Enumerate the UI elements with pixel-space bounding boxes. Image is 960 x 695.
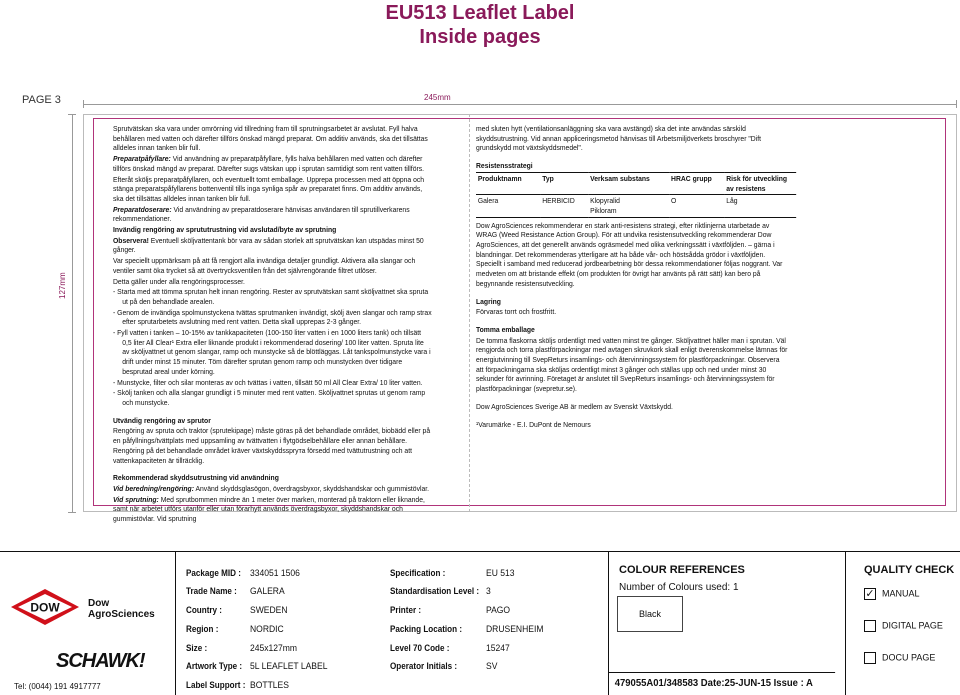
- meta-value: 5L LEAFLET LABEL: [250, 661, 328, 671]
- resistance-heading: Resistensstrategi: [476, 161, 533, 171]
- meta-value: BOTTLES: [250, 680, 289, 690]
- section-heading: Utvändig rengöring av sprutor: [113, 415, 211, 425]
- paragraph: [113, 236, 432, 255]
- meta-value: EU 513: [486, 568, 515, 578]
- logo-column: [0, 552, 176, 695]
- height-tick-bottom: [68, 512, 76, 513]
- paragraph: [113, 205, 432, 224]
- paragraph-text: Vid användning av preparatdoserare hänvisas användaren till sprutillverkarens rekommendationer.: [113, 204, 410, 224]
- meta-value: PAGO: [486, 605, 511, 615]
- spacer: [113, 466, 432, 473]
- artwork-info-box: [0, 551, 960, 695]
- meta-value: 245x127mm: [250, 643, 298, 653]
- meta-field: [186, 586, 285, 600]
- meta-field: [390, 568, 515, 582]
- colour-references: [608, 552, 846, 695]
- qc-item-docu-page[interactable]: [864, 652, 935, 664]
- spacer: [476, 318, 789, 325]
- storage-heading: Lagring: [476, 296, 501, 306]
- meta-key: Standardisation Level :: [390, 586, 480, 596]
- meta-key: Artwork Type :: [186, 661, 243, 671]
- spacer: [476, 395, 789, 402]
- width-dimension-line: [83, 104, 957, 105]
- paragraph-text: Vid användning av preparatpåfyllare, fylls halva behållaren med vatten och därefter tillförs önskad mängd av preparat. Därefter sugs vätskan upp i sprutan samtidigt som rent vatten tillförs.: [113, 154, 425, 173]
- section-heading: Invändig rengöring av sprututrustning vid avslutad/byte av sprutning: [113, 225, 337, 235]
- lead-in-label: Vid sprutning:: [113, 494, 159, 504]
- list-item: - Munstycke, filter och silar monteras av och tvättas i vatten, tillsätt 50 ml All Clear Extra/ 10 liter vatten.: [113, 377, 423, 387]
- meta-key: Country :: [186, 605, 222, 615]
- meta-field: [186, 680, 289, 694]
- paragraph: Detta gäller under alla rengöringsprocesser.: [113, 276, 245, 286]
- telephone: Tel: (0044) 191 4917777: [14, 682, 101, 691]
- title-line-1: EU513 Leaflet Label: [385, 2, 575, 24]
- height-dimension-line: [72, 114, 73, 512]
- meta-key: Level 70 Code :: [390, 643, 450, 653]
- meta-value: 3: [486, 586, 491, 596]
- right-intro-text: med sluten hytt (ventilationsanläggning ska vara avstängd) ska det inte användas särskild skyddsutrustning. Vid annan appliceringsmetod hänvisas till Arbetsmiljöverkets broschyrer "Dift grundskydd mot växtskyddsmedel".: [476, 124, 761, 153]
- list-item: - Fyll vatten i tanken – 10-15% av tankkapaciteten (100-150 liter vatten i en 1000 liters tank) och tillsätt 0,5 liter All Clear¹ Extra eller liknande produkt i rekommenderad dosering/ 100 liter vatten. Spruta lite av sköljvattnet ut genom slangar, ramp och munstycke så de blöttläggas. Låt tankspolmunstycke vara i drift under minst 15 minuter. Töm därefter sprutan genom ramp och munstycken över tidigare besprutad areal under körning.: [113, 328, 431, 376]
- qc-item-digital-page[interactable]: [864, 620, 943, 632]
- checkbox-icon[interactable]: [864, 652, 876, 664]
- paragraph: Sprutvätskan ska vara under omrörning vid tillredning fram till sprutningsarbetet är avslutat. Fyll halva behållaren med vatten och därefter tillförs önskad mängd preparat. Om additiv används, ska det tillsättas alldeles innan tanken blir full.: [113, 124, 428, 153]
- leaflet-right-column: [476, 124, 789, 430]
- dow-diamond-logo-icon: [10, 588, 80, 626]
- width-dimension-label: 245mm: [420, 93, 455, 102]
- table-cell: HERBICID: [540, 195, 588, 217]
- meta-value: GALERA: [250, 586, 285, 596]
- spacer: [113, 409, 432, 416]
- member-text: Dow AgroSciences Sverige AB är medlem av Svenskt Växtskydd.: [476, 401, 673, 411]
- lead-in-label: Preparatpåfyllare:: [113, 154, 171, 164]
- meta-value: DRUSENHEIM: [486, 624, 544, 634]
- paragraph: [113, 484, 432, 494]
- colour-count: Number of Colours used: 1: [619, 582, 739, 593]
- paragraph-text: Använd skyddsglasögon, överdragsbyxor, skyddshandskar och gummistövlar.: [193, 483, 430, 493]
- lead-in-label: Observera!: [113, 235, 149, 245]
- list-item: - Skölj tanken och alla slangar grundligt i 5 minuter med rent vatten. Sköljvattnet sprutas ut genom ramp och munstycke.: [113, 388, 426, 407]
- meta-value: NORDIC: [250, 624, 284, 634]
- paragraph: [113, 495, 432, 524]
- colour-swatch-black: Black: [617, 596, 683, 632]
- meta-field: [390, 643, 510, 657]
- section-heading: Rekommenderad skyddsutrustning vid användning: [113, 473, 279, 483]
- lead-in-label: Vid beredning/rengöring:: [113, 483, 194, 493]
- table-header: Produktnamn: [476, 172, 540, 194]
- quality-check: [856, 552, 960, 695]
- table-header: Risk för utveckling av resistens: [724, 172, 796, 194]
- meta-field: [186, 568, 300, 582]
- spacer: [476, 290, 789, 297]
- table-cell: Galera: [476, 195, 540, 217]
- meta-value: SV: [486, 661, 498, 671]
- table-row: [476, 195, 796, 217]
- meta-key: Specification :: [390, 568, 446, 578]
- empty-packaging-text: De tomma flaskorna sköljs ordentligt med vatten minst tre gånger. Sköljvattnet häller man i sprutan. Väl rengjorda och torra plastförpackningar med avtagen skruvkork skall enligt överenskommelse lämnas för energiutvinning till SvepReturs insamlings- och återvinningssystem för plastförpackningar. Observera att förpackningarna ska sköljas ordentligt minst 3 gånger och ställas upp och ned under minst 30 sekunder för avrinning. Företaget är anslutet till SvepReturs insamlings- och återvinningssystem för plastförpackningar (svepretur.se).: [476, 335, 788, 394]
- table-cell: Klopyralid Pikloram: [588, 195, 669, 217]
- table-header-row: [476, 172, 796, 194]
- checkbox-checked-icon[interactable]: ✓: [865, 588, 875, 600]
- meta-field: [186, 605, 288, 619]
- paragraph-text: Eventuell sköljvattentank bör vara av sådan storlek att sprutvätskan kan utspädas minst 50 gånger.: [113, 235, 424, 255]
- spacer: [476, 413, 789, 420]
- table-header: Verksam substans: [588, 172, 669, 194]
- document-title: [0, 0, 960, 48]
- lead-in-label: Preparatdoserare:: [113, 204, 172, 214]
- height-dimension-label: 127mm: [58, 269, 67, 302]
- meta-key: Region :: [186, 624, 219, 634]
- table-header: Typ: [540, 172, 588, 194]
- footnote: ¹Varumärke - E.I. DuPont de Nemours: [476, 419, 591, 429]
- table-cell: O: [669, 195, 724, 217]
- meta-field: [186, 661, 328, 675]
- list-item: - Genom de invändiga spolmunstyckena tvättas sprutmanken invändigt, skölj även slangar och ramp strax efter sprutarbetets avslutning med rent vatten. Detta skall upprepas 2-3 gånger.: [113, 307, 432, 327]
- leaflet-left-column: [113, 124, 432, 525]
- schawk-logo: SCHAWK!: [56, 650, 145, 672]
- meta-field: [390, 661, 498, 675]
- paragraph: Rengöring av spruta och traktor (sprutekipage) måste göras på det behandlade området, biobädd eller på en påfyllnings/tvättplats med uppsamling av tvättvatten i flytgödselbehållare eller annan behållare. Rengöring på det behandlade området kräver växtskyddssprута försedd med tvättutrustning och att vattenkapaciteten är tillräcklig.: [113, 426, 431, 465]
- meta-field: [186, 643, 298, 657]
- title-line-2: Inside pages: [419, 26, 541, 48]
- meta-key: Packing Location :: [390, 624, 463, 634]
- spacer: [476, 154, 789, 161]
- issue-reference: 479055A01/348583 Date:25-JUN-15 Issue : A: [609, 672, 835, 695]
- meta-key: Package MID :: [186, 568, 241, 578]
- paragraph: Var speciellt uppmärksam på att få rengjort alla invändiga detaljer grundligt. Aktivera alla slangar och ventiler samt öka trycket så att övertrycksventilen från det självrengörande filtret utlöser.: [113, 256, 416, 275]
- width-tick-right: [956, 100, 957, 108]
- page-label: PAGE 3: [22, 94, 61, 106]
- colour-references-title: COLOUR REFERENCES: [619, 564, 745, 576]
- meta-key: Label Support :: [186, 680, 246, 690]
- resistance-text: Dow AgroSciences rekommenderar en stark anti-resistens strategi, efter riktlinjerna utarbetade av WRAG (Weed Resistance Action Group). För att undvika resistensutveckling rekommenderar Dow AgroSciences, att det generellt används ogräsmedel med olika verkningssätt i växtföljden. – gärna i blandningar. Det rekommenderas ytterligare att ha både vår- och höstsådda grödor i växtföljden. Speciellt i samband med reducerad jordbearbetning bör dessa rekommendationer följas noggrant. Var medveten om att bristande effekt (om produkten för övrigt har använts på rätt sätt) kan bero på begynnande resistensutveckling.: [476, 220, 783, 288]
- checkbox-icon[interactable]: [864, 620, 876, 632]
- empty-packaging-heading: Tomma emballage: [476, 324, 535, 334]
- paragraph-text: Med sprutbommen mindre än 1 meter över marken, monterad på traktorn eller liknande, samt när arbetet utförs utanför eller utan förarhytt används överdragsbyxor, skyddshandskar och gummistövlar. Vid sprutning: [113, 494, 425, 524]
- meta-key: Size :: [186, 643, 208, 653]
- paragraph: Efteråt sköljs preparatpåfyllaren, och eventuellt tomt emballage. Upprepa processen med att öppna och stänga preparatspåfyllarens bottenventil tills inga synliga spår av preparatet finns. Om additiv används, ska det tillsättas alldeles innan tanken blir full.: [113, 174, 425, 203]
- meta-field: [186, 624, 284, 638]
- meta-field: [390, 605, 511, 619]
- meta-key: Trade Name :: [186, 586, 237, 596]
- table-header: HRAC grupp: [669, 172, 724, 194]
- meta-field: [390, 586, 489, 600]
- company-name: Dow AgroSciences: [88, 598, 155, 620]
- qc-label: MANUAL: [882, 588, 920, 599]
- dow-logo-text: DOW: [30, 600, 60, 615]
- meta-value: 334051 1506: [250, 568, 300, 578]
- width-tick-left: [83, 100, 84, 108]
- list-item: - Starta med att tömma sprutan helt innan rengöring. Rester av sprutvätskan samt sköljvattnet ska spruta ut på den behandlade arealen.: [113, 287, 429, 306]
- qc-label: DIGITAL PAGE: [882, 620, 943, 631]
- quality-check-title: QUALITY CHECK: [864, 564, 955, 576]
- meta-value: SWEDEN: [250, 605, 288, 615]
- qc-item-manual[interactable]: [864, 588, 920, 600]
- height-tick-top: [68, 114, 76, 115]
- fold-line: [469, 114, 470, 512]
- qc-label: DOCU PAGE: [882, 652, 936, 663]
- table-cell: Låg: [724, 195, 796, 217]
- resistance-table: [476, 172, 796, 218]
- paragraph: [113, 154, 432, 173]
- meta-key: Operator Initials :: [390, 661, 458, 671]
- meta-value: 15247: [486, 643, 510, 653]
- meta-field: [390, 624, 544, 638]
- storage-text: Förvaras torrt och frostfritt.: [476, 307, 557, 317]
- meta-key: Printer :: [390, 605, 422, 615]
